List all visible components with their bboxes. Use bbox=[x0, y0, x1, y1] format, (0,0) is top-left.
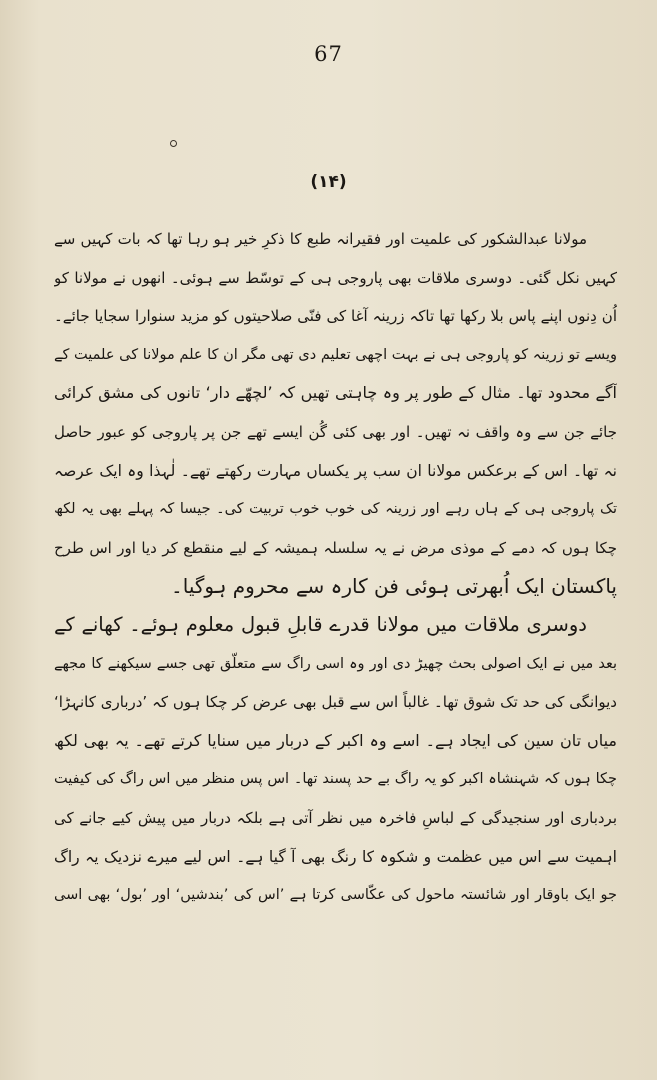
text-line: مولانا عبدالشکور کی علمیت اور فقیرانہ طبع کا ذکرِ خیر ہو رہا تھا کہ بات کہیں سے bbox=[54, 230, 587, 248]
text-line: چکا ہوں کہ دمے کے موذی مرض نے یہ سلسلہ ہمیشہ کے لیے منقطع کر دیا اور اس طرح bbox=[54, 538, 617, 557]
section-number: (۱۴) bbox=[310, 172, 347, 192]
text-line: آگے محدود تھا۔ مثال کے طور پر وہ چاہتی تھیں کہ ’لچھّے دار‘ تانوں کی مشق کرائی bbox=[54, 383, 617, 403]
text-line: پاکستان ایک اُبھرتی ہوئی فن کارہ سے محروم ہوگیا۔ bbox=[171, 574, 617, 599]
text-line: بردباری اور سنجیدگی کے لباسِ فاخرہ میں نظر آتی ہے بلکہ دربار میں پیش کیے جانے کی bbox=[54, 808, 617, 827]
text-line: بعد میں نے ایک اصولی بحث چھیڑ دی اور وہ اسی راگ سے متعلّق تھی جسے سیکھنے کا مجھے bbox=[54, 655, 617, 672]
text-line: دیوانگی کی حد تک شوق تھا۔ غالباً اس سے قبل بھی عرض کر چکا ہوں کہ ’درباری کانہڑا‘ bbox=[54, 693, 617, 712]
text-line: اہمیت سے اس میں عظمت و شکوہ کا رنگ بھی آ گیا ہے۔ اس لیے میرے نزدیک یہ راگ bbox=[54, 847, 617, 866]
text-line: ویسے تو زرینہ کو پاروجی ہی نے بہت اچھی تعلیم دی تھی مگر ان کا علم مولانا کی علمیت کے bbox=[54, 346, 617, 363]
ink-speck bbox=[170, 140, 177, 147]
text-line: کہیں نکل گئی۔ دوسری ملاقات بھی پاروجی ہی کے توسّط سے ہوئی۔ انھوں نے مولانا کو bbox=[54, 268, 617, 287]
text-line: جائے جن سے وہ واقف نہ تھیں۔ اور بھی کئی گُن ایسے تھے جن پر پاروجی کو عبور حاصل bbox=[54, 422, 617, 441]
text-line: دوسری ملاقات میں مولانا قدرے قابلِ قبول معلوم ہوئے۔ کھانے کے bbox=[54, 612, 587, 636]
text-line: تک پاروجی ہی کے ہاں رہے اور زرینہ کی خوب خوب تربیت کی۔ جیسا کہ پہلے بھی یہ لکھ bbox=[54, 501, 617, 518]
text-line: جو ایک باوقار اور شائستہ ماحول کی عکّاسی کرتا ہے ’اس کی ’بندشیں‘ اور ’بول‘ بھی اسی bbox=[54, 887, 617, 904]
page-number: 67 bbox=[314, 42, 343, 66]
text-line: نہ تھا۔ اس کے برعکس مولانا ان سب پر یکساں مہارت رکھتے تھے۔ لٰہذا وہ ایک عرصہ bbox=[54, 461, 617, 480]
text-line: میاں تان سین کی ایجاد ہے۔ اسے وہ اکبر کے دربار میں سنایا کرتے تھے۔ یہ بھی لکھ bbox=[54, 730, 617, 750]
text-line: چکا ہوں کہ شہنشاہ اکبر کو یہ راگ بے حد پسند تھا۔ اس پس منظر میں اس راگ کی کیفیت bbox=[54, 771, 617, 788]
text-line: اُن دِنوں اپنے پاس بلا رکھا تھا تاکہ زرینہ آغا کی فنّی صلاحیتوں کو مزید سنوارا سجایا جائے۔ bbox=[54, 307, 617, 326]
body-text bbox=[54, 220, 617, 915]
